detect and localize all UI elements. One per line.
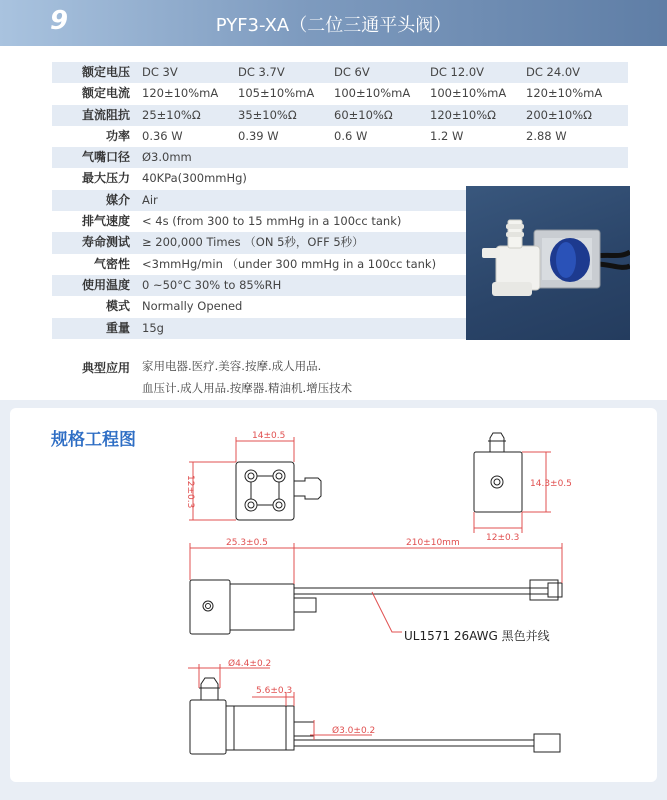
spec-value: 15g — [142, 320, 164, 335]
spec-value: 0 ~50°C 30% to 85%RH — [142, 277, 282, 292]
spec-value: 100±10%mA — [334, 86, 411, 101]
dim-body-length: 25.3±0.5 — [226, 538, 268, 548]
spec-value: <3mmHg/min （under 300 mmHg in a 100cc tank) — [142, 256, 437, 271]
spec-label: 媒介 — [105, 192, 130, 207]
spec-value: Air — [142, 192, 158, 207]
drawing-title: 规格工程图 — [51, 430, 136, 450]
spec-value: 0.36 W — [142, 128, 183, 143]
spec-value: 200±10%Ω — [526, 107, 592, 122]
dim-cable-length: 210±10mm — [406, 538, 460, 548]
spec-value: 25±10%Ω — [142, 107, 201, 122]
spec-label: 气密性 — [93, 256, 130, 271]
application-line: 血压计.成人用品.按摩器.精油机.增压技术 — [142, 381, 353, 395]
front-view-body — [236, 462, 294, 520]
spec-value: 0.39 W — [238, 128, 279, 143]
spec-value: DC 3.7V — [238, 65, 285, 79]
spec-value: 40KPa(300mmHg) — [142, 171, 247, 186]
spec-value: 105±10%mA — [238, 86, 315, 101]
spec-label: 使用温度 — [81, 277, 130, 292]
spec-value: DC 24.0V — [526, 65, 581, 79]
dim-outlet-diameter: Ø3.0±0.2 — [332, 726, 376, 736]
spec-value: DC 12.0V — [430, 65, 485, 79]
spec-label: 重量 — [105, 320, 130, 335]
dim-width-right: 12±0.3 — [486, 533, 520, 543]
spec-label: 寿命测试 — [81, 235, 130, 250]
spec-label: 功率 — [105, 128, 130, 143]
page-title: PYF3-XA（二位三通平头阀） — [215, 15, 452, 36]
application-line: 家用电器.医疗.美容.按摩.成人用品. — [142, 359, 322, 373]
section-number: 9 — [50, 6, 69, 36]
dim-port-diameter: Ø4.4±0.2 — [228, 659, 272, 669]
spec-value: 2.88 W — [526, 128, 567, 143]
spec-value: Normally Opened — [142, 299, 243, 314]
spec-label: 最大压力 — [81, 171, 130, 186]
spec-value: 35±10%Ω — [238, 107, 297, 122]
spec-value: 120±10%mA — [526, 86, 603, 101]
spec-label: 排气速度 — [81, 214, 130, 229]
spec-value: DC 6V — [334, 65, 370, 79]
spec-value: 60±10%Ω — [334, 107, 393, 122]
spec-label: 额定电流 — [81, 86, 130, 101]
spec-value: 120±10%mA — [142, 86, 219, 101]
spec-value: < 4s (from 300 to 15 mmHg in a 100cc tank) — [142, 214, 402, 229]
spec-value: DC 3V — [142, 65, 178, 79]
spec-label: 模式 — [105, 299, 130, 314]
spec-label: 额定电压 — [81, 65, 130, 79]
spec-label: 直流阻抗 — [81, 107, 130, 122]
spec-value: ≥ 200,000 Times （ON 5秒，OFF 5秒） — [142, 235, 364, 250]
spec-value: 0.6 W — [334, 128, 368, 143]
spec-value: 1.2 W — [430, 128, 464, 143]
spec-value: 120±10%Ω — [430, 107, 496, 122]
spec-value: 100±10%mA — [430, 86, 507, 101]
cable-spec-label: UL1571 26AWG 黑色并线 — [404, 629, 550, 643]
dim-height-left: 12±0.3 — [185, 475, 195, 509]
dim-port-offset: 5.6±0.3 — [256, 686, 293, 696]
application-label: 典型应用 — [81, 361, 130, 375]
spec-value: Ø3.0mm — [142, 150, 192, 165]
spec-label: 气嘴口径 — [81, 150, 130, 165]
dim-height-right: 14.3±0.5 — [530, 479, 572, 489]
side-view-body — [474, 452, 522, 512]
dim-width-top: 14±0.5 — [252, 431, 286, 441]
